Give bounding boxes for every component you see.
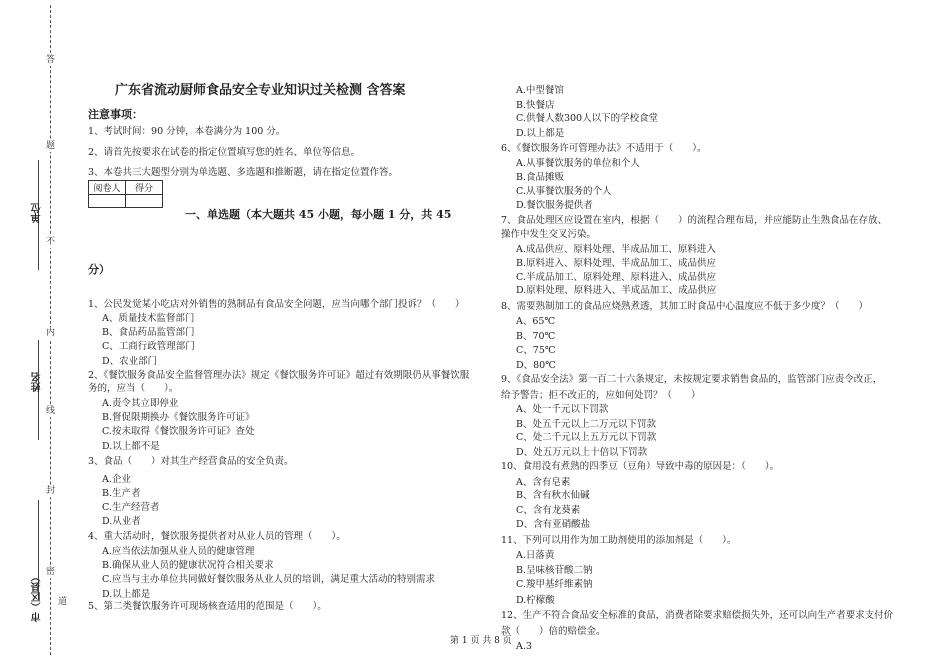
question-text: 操作中发生交叉污染。	[501, 229, 597, 240]
binding-char: 答	[46, 55, 56, 65]
question-text: 3、食品（ ）对其生产经营食品的安全负责。	[88, 456, 294, 467]
option-text: C.供餐人数300人以下的学校食堂	[516, 113, 659, 124]
binding-char: 不	[46, 237, 56, 247]
question-text: 8、需要熟制加工的食品应烧熟煮透，其加工时食品中心温度应不低于多少度？（ ）	[501, 301, 869, 312]
option-text: D、80℃	[516, 360, 556, 371]
note-item: 2、请首先按要求在试卷的指定位置填写您的姓名、单位等信息。	[88, 147, 361, 158]
option-text: C.半成品加工、原料处理、原料进入、成品供应	[516, 272, 716, 283]
option-text: A.责令其立即停业	[102, 398, 179, 409]
option-text: A.3	[516, 641, 532, 652]
option-text: A.企业	[102, 474, 131, 485]
option-text: D.从业者	[102, 516, 141, 527]
note-item: 3、本卷共三大题型分别为单选题、多选题和推断题，请在指定位置作答。	[88, 167, 399, 178]
option-text: D.以上都是	[102, 589, 151, 600]
option-text: A、处一千元以下罚款	[516, 404, 609, 415]
question-text: 12、生产不符合食品安全标准的食品，消费者除要求赔偿损失外，还可以向生产者要求支付价	[501, 610, 894, 621]
binding-char: 密	[46, 567, 56, 577]
option-text: B、70℃	[516, 331, 556, 342]
grader-header: 阅卷人	[89, 181, 126, 195]
option-text: C、处二千元以上五万元以下罚款	[516, 432, 657, 443]
option-text: D、含有亚硝酸盐	[516, 519, 591, 530]
question-text: 11、下列可以用作为加工助剂使用的添加剂是（ ）。	[501, 535, 737, 546]
option-text: C、含有龙葵素	[516, 505, 581, 516]
option-text: B.食品摊贩	[516, 172, 565, 183]
option-text: A.成品供应、原料处理、半成品加工、原料进入	[516, 244, 716, 255]
option-text: A.日落黄	[516, 550, 555, 561]
option-text: C、75℃	[516, 345, 556, 356]
option-text: C.生产经营者	[102, 502, 160, 513]
option-text: B、处五千元以上二万元以下罚款	[516, 419, 656, 430]
binding-char: 题	[46, 141, 56, 151]
binding-extra-char: 道	[58, 597, 68, 607]
question-text: 6、《餐饮服务许可管理办法》不适用于（ ）。	[501, 143, 707, 154]
section-heading: 一、单选题（本大题共 45 小题，每小题 1 分，共 45	[185, 208, 452, 221]
option-text: C.羧甲基纤维素钠	[516, 579, 593, 590]
question-text: 4、重大活动时，餐饮服务提供者对从业人员的管理（ ）。	[88, 531, 346, 542]
binding-char: 线	[46, 406, 56, 416]
grader-cell[interactable]	[89, 195, 126, 208]
binding-char: 内	[46, 328, 56, 338]
option-text: B.生产者	[102, 488, 141, 499]
page-number: 第 1 页 共 8 页	[450, 636, 512, 646]
option-text: B.呈味核苷酸二钠	[516, 565, 593, 576]
note-item: 1、考试时间：90 分钟，本卷满分为 100 分。	[88, 126, 286, 137]
option-text: D.柠檬酸	[516, 595, 555, 606]
score-table	[88, 180, 163, 208]
question-text: 9、《食品安全法》第一百二十六条规定，未按规定要求销售食品的，监管部门应责令改正，	[501, 374, 883, 385]
option-text: C.应当与主办单位共同做好餐饮服务从业人员的培训，满足重大活动的特别需求	[102, 574, 435, 585]
section-heading-cont: 分）	[88, 263, 110, 276]
option-text: A、65℃	[516, 316, 556, 327]
question-text: 7、食品处理区应设置在室内，根据（ ）的流程合理布局，并应能防止生熟食品在存放、	[501, 215, 888, 226]
notes-heading: 注意事项：	[88, 108, 143, 121]
option-text: B、含有秋水仙碱	[516, 490, 590, 501]
option-text: B.原料进入、原料处理、半成品加工、成品供应	[516, 258, 717, 269]
option-text: A.中型餐馆	[516, 85, 564, 96]
option-text: B.快餐店	[516, 100, 555, 111]
option-text: A.从事餐饮服务的单位和个人	[516, 158, 640, 169]
unit-label: 单位	[32, 203, 43, 223]
question-text: 款（ ）倍的赔偿金。	[501, 626, 606, 637]
option-text: A、质量技术监督部门	[102, 313, 195, 324]
option-text: D.以上都不是	[102, 441, 160, 452]
option-text: D.原料处理、原料进入、半成品加工、成品供应	[516, 285, 717, 296]
option-text: C.从事餐饮服务的个人	[516, 186, 612, 197]
score-header: 得分	[126, 181, 163, 195]
question-text: 给予警告；拒不改正的，应如何处罚？（ ）	[501, 390, 701, 401]
option-text: D、处五万元以上十倍以下罚款	[516, 447, 648, 458]
question-text: 10、食用没有煮熟的四季豆（豆角）导致中毒的原因是：（ ）。	[501, 461, 780, 472]
question-text: 2、《餐饮服务食品安全监督管理办法》规定《餐饮服务许可证》超过有效期限仍从事餐饮服务的，应当（ ）。	[88, 370, 470, 394]
option-text: C、工商行政管理部门	[102, 341, 195, 352]
district-label: 市（区县）	[32, 572, 43, 622]
option-text: A、含有皂素	[516, 477, 571, 488]
option-text: D、农业部门	[102, 356, 158, 367]
page-title: 广东省流动厨师食品安全专业知识过关检测 含答案	[115, 83, 406, 98]
option-text: B.确保从业人员的健康状况符合相关要求	[102, 560, 274, 571]
option-text: A.应当依法加强从业人员的健康管理	[102, 546, 255, 557]
question-text: 1、公民发觉某小吃店对外销售的熟制品有食品安全问题，应当向哪个部门投诉？（ ）	[88, 299, 465, 310]
score-cell[interactable]	[126, 195, 163, 208]
option-text: C.按未取得《餐饮服务许可证》查处	[102, 426, 255, 437]
option-text: D.餐饮服务提供者	[516, 200, 593, 211]
question-text: 5、第二类餐饮服务许可现场核查适用的范围是（ ）。	[88, 601, 327, 612]
option-text: B、食品药品监管部门	[102, 327, 195, 338]
option-text: D.以上都是	[516, 128, 565, 139]
option-text: B.督促限期换办《餐饮服务许可证》	[102, 412, 255, 423]
name-label: 姓名	[32, 372, 43, 392]
binding-char: 封	[46, 486, 56, 496]
